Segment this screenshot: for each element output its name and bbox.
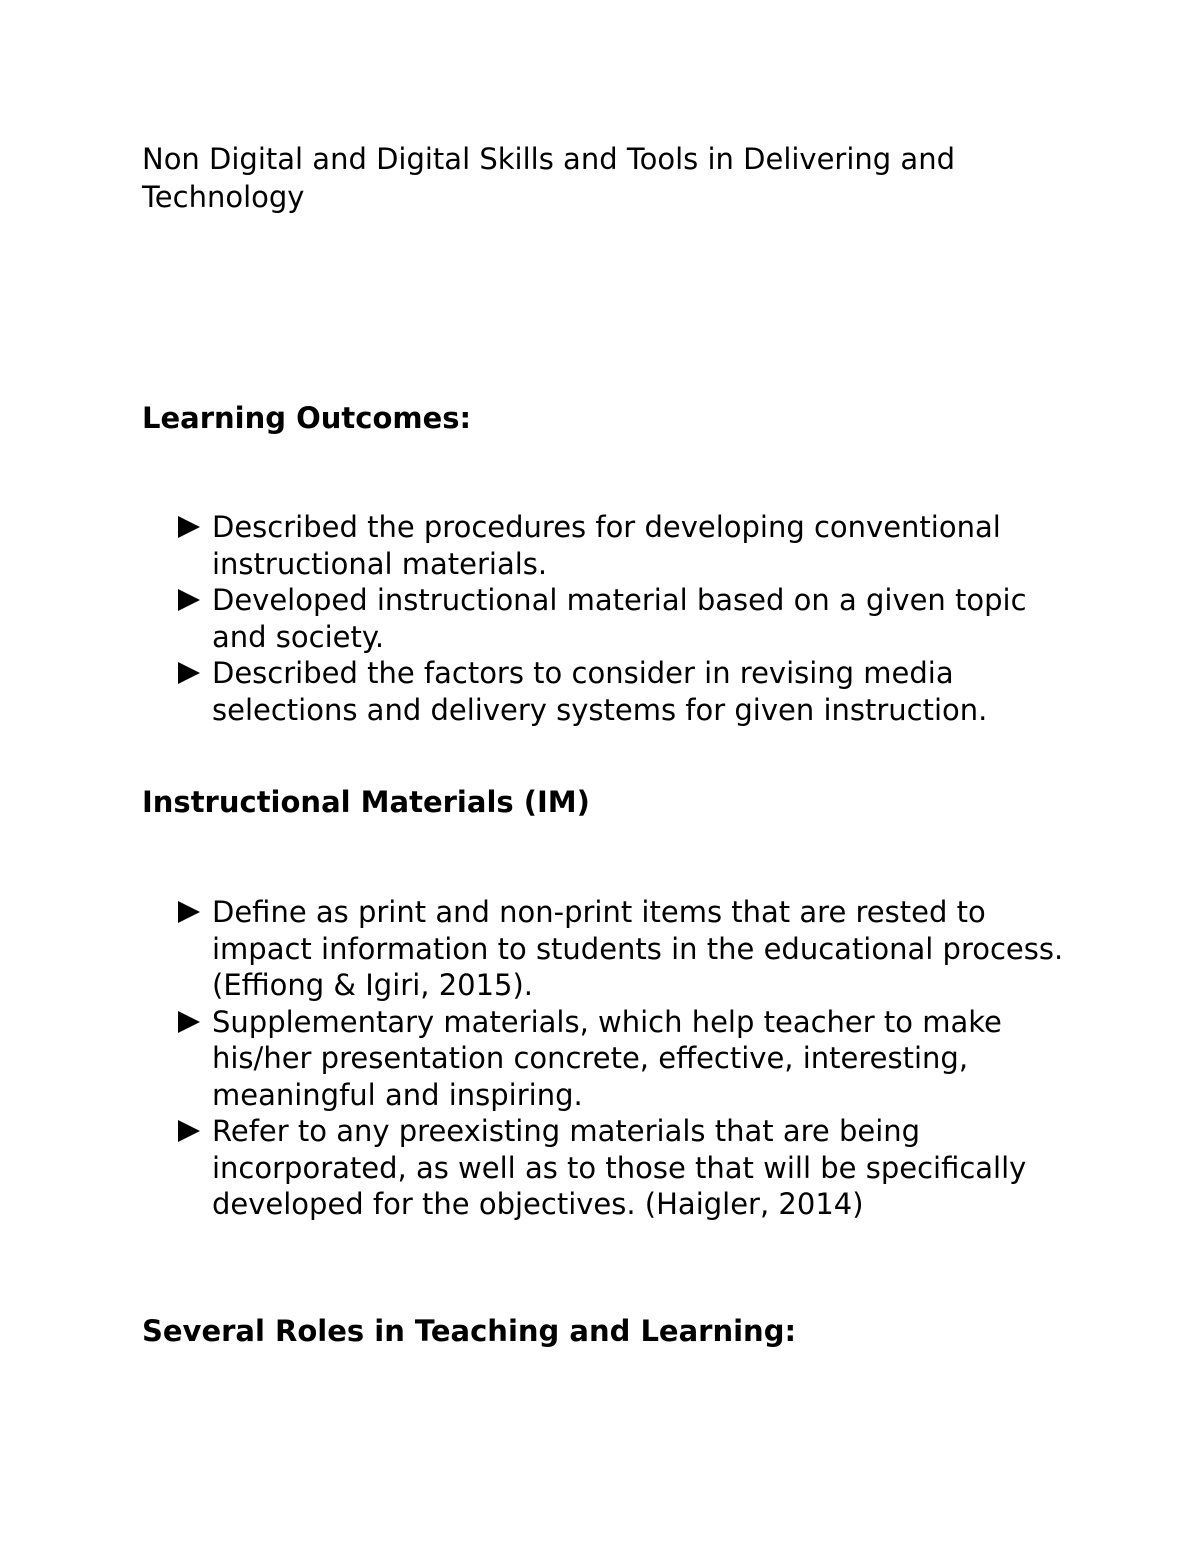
- right-triangle-icon: [178, 1120, 200, 1142]
- right-triangle-icon: [178, 901, 200, 923]
- list-item-text: Described the procedures for developing conventional instructional materials.: [212, 510, 1001, 581]
- section-heading-learning-outcomes: Learning Outcomes:: [142, 401, 472, 435]
- list-item-text: Supplementary materials, which help teacher to make his/her presentation concrete, effective, interesting, meaningful and inspiring.: [212, 1004, 1002, 1112]
- list-item-text: Described the factors to consider in revising media selections and delivery systems for given instruction.: [212, 656, 988, 727]
- list-item: [178, 655, 1078, 728]
- right-triangle-icon: [178, 662, 200, 684]
- learning-outcomes-list: [178, 509, 1078, 728]
- list-item: [178, 894, 1078, 1004]
- list-item-text: Define as print and non-print items that are rested to impact information to students in the educational process. (Effiong & Igiri, 2015).: [212, 895, 1064, 1002]
- instructional-materials-list: [178, 894, 1078, 1223]
- document-title: Non Digital and Digital Skills and Tools in Delivering and Technology: [142, 142, 955, 214]
- section-heading-several-roles: Several Roles in Teaching and Learning:: [142, 1314, 797, 1348]
- right-triangle-icon: [178, 516, 200, 538]
- list-item: [178, 582, 1078, 655]
- section-heading-instructional-materials: Instructional Materials (IM): [142, 785, 590, 819]
- list-item: [178, 1113, 1078, 1223]
- list-item: [178, 509, 1078, 582]
- list-item-text: Developed instructional material based on a given topic and society.: [212, 583, 1027, 654]
- right-triangle-icon: [178, 589, 200, 611]
- list-item: [178, 1004, 1078, 1114]
- right-triangle-icon: [178, 1011, 200, 1033]
- list-item-text: Refer to any preexisting materials that are being incorporated, as well as to those that will be specifically developed for the objectives. (Haigler, 2014): [212, 1114, 1027, 1221]
